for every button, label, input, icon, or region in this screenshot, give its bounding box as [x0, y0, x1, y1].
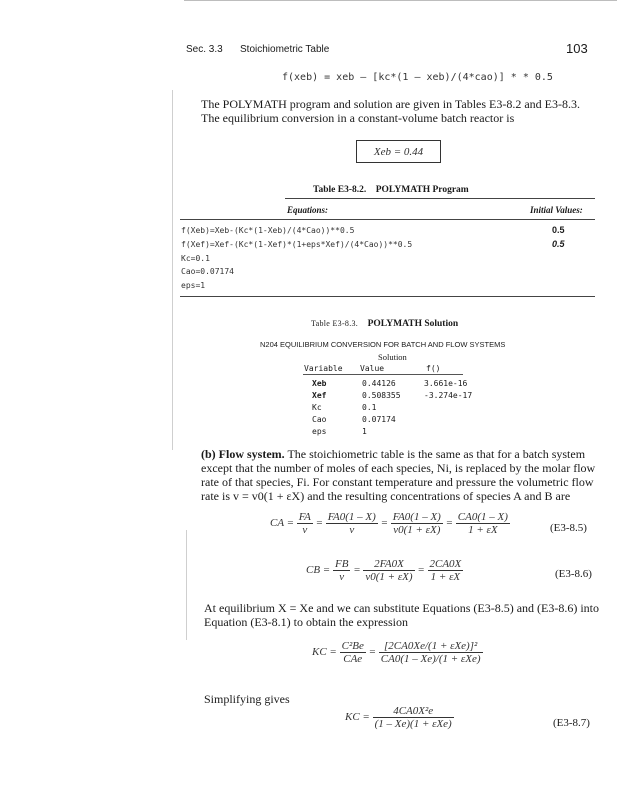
equation-e3-8-7: [345, 705, 454, 730]
table1-row-eq: Cao=0.07174: [181, 267, 234, 276]
paragraph-line: except that the number of moles of each species, Ni, is replaced by the molar flow: [201, 461, 596, 475]
equation-number: (E3-8.7): [553, 717, 590, 729]
table1-caption-label: Table E3-8.2.: [313, 185, 367, 195]
table1-caption-title: POLYMATH Program: [375, 185, 469, 195]
table2-caption-title: POLYMATH Solution: [367, 319, 459, 329]
fraction: $\frac{2FA0X}{v0(1 + \varepsilon X)}$: [365, 558, 413, 583]
paragraph-line: The equilibrium conversion in a constant-volume batch reactor is: [201, 111, 515, 125]
top-equation: f(xeb) = xeb – [kc*(1 – xeb)/(4*cao)] * * 0.5: [282, 72, 553, 83]
margin-bar: [186, 530, 187, 640]
table2-title: N204 EQUILIBRIUM CONVERSION FOR BATCH AND FLOW SYSTEMS: [260, 340, 506, 349]
table2-subtitle: Solution: [378, 352, 407, 362]
table1-row-init: 0.5: [552, 225, 565, 235]
eq7-lhs: KC =: [345, 711, 370, 724]
fraction: $\frac{\text{4CA0X²e}}{\text{(1 – Xe)(1 + εXe)}}$: [374, 705, 452, 730]
boxed-result: [356, 140, 441, 163]
table2-header-rule: [303, 374, 463, 375]
table1-row-eq: eps=1: [181, 281, 206, 290]
table2-row-fx: -3.274e-17: [424, 391, 473, 400]
top-rule: [184, 0, 617, 1]
table1-row-eq: f(Xeb)=Xeb-(Kc*(1-Xeb)/(4*Cao))**0.5: [181, 226, 355, 235]
table2-row-value: 1: [362, 427, 367, 436]
table2-row-fx: 3.661e-16: [424, 379, 468, 388]
margin-bar: [172, 90, 173, 450]
equation-kc: KC = $\frac{\text{C²Be}}{\text{CAe}}$ = $\frac{\text{[2CA0Xe/(1 + εXe)]²}}{\text{CA0(1 – Xe)/(1 + εXe)}}$: [312, 640, 481, 665]
equation-e3-8-6: CB = $\frac{FB}{v}$ = $\frac{2FA0X}{v0(1 + \varepsilon X)}$ = $\frac{2CA0X}{1 + \varepsilon X}$: [306, 558, 462, 583]
table2-row-var: Cao: [312, 415, 327, 424]
paragraph-line: At equilibrium X = Xe and we can substitute Equations (E3-8.5) and (E3-8.6) into: [204, 601, 600, 615]
table2-row-value: 0.1: [362, 403, 377, 412]
table2-row-value: 0.44126: [362, 379, 396, 388]
paragraph-line: Simplifying gives: [204, 692, 290, 706]
fraction: $\frac{\text{C²Be}}{\text{CAe}}$: [341, 640, 364, 665]
table1-caption: [313, 185, 469, 195]
table1-col-initial: Initial Values:: [530, 205, 583, 215]
table1-col-equations: Equations:: [287, 205, 329, 215]
table2-row-value: 0.508355: [362, 391, 401, 400]
table1-bottom-rule: [180, 296, 595, 297]
equation-number: (E3-8.6): [555, 568, 592, 580]
table2-row-var: Xeb: [312, 379, 327, 388]
flow-system-label: (b) Flow system.: [201, 447, 285, 461]
running-title: Stoichiometric Table: [240, 44, 330, 55]
table1-row-eq: f(Xef)=Xef-(Kc*(1-Xef)*(1+eps*Xef)/(4*Cao))**0.5: [181, 240, 413, 249]
table2-row-var: Kc: [312, 403, 322, 412]
paragraph-line: rate is v = v0(1 + εX) and the resulting concentrations of species A and B are: [201, 489, 571, 503]
table1-row-init: 0.5: [552, 239, 565, 249]
fraction: $\frac{FA0(1 - X)}{v0(1 + \varepsilon X)}$: [392, 511, 441, 536]
fraction: $\frac{CA0(1 - X)}{1 + \varepsilon X}$: [457, 511, 508, 536]
fraction: $\frac{FA0(1 - X)}{v}$: [327, 511, 376, 536]
table1-row-eq: Kc=0.1: [181, 254, 210, 263]
table2-caption: [311, 319, 458, 329]
table2-row-value: 0.07174: [362, 415, 396, 424]
kc-lhs: KC =: [312, 646, 337, 659]
paragraph-line: rate of that species, Fi. For constant temperature and pressure the volumetric flow: [201, 475, 594, 489]
table2-row-var: eps: [312, 427, 327, 436]
paragraph-text: The stoichiometric table is the same as that for a batch system: [287, 447, 586, 461]
table1-top-rule: [285, 198, 595, 199]
fraction: $\frac{\text{[2CA0Xe/(1 + εXe)]²}}{\text{CA0(1 – Xe)/(1 + εXe)}}$: [380, 640, 481, 665]
fraction: $\frac{FA}{v}$: [298, 511, 311, 536]
table2-col-variable: Variable: [304, 364, 343, 373]
table2-col-fx: f(): [426, 364, 441, 373]
paragraph-line: The POLYMATH program and solution are given in Tables E3-8.2 and E3-8.3.: [201, 97, 580, 111]
section-label: Sec. 3.3: [186, 44, 223, 55]
fraction: $\frac{2CA0X}{1 + \varepsilon X}$: [429, 558, 462, 583]
table2-caption-label: Table E3-8.3.: [311, 319, 359, 328]
paragraph-line: [201, 448, 585, 462]
equation-e3-8-5: CA = $\frac{FA}{v}$ = $\frac{FA0(1 - X)}{v}$ = $\frac{FA0(1 - X)}{v0(1 + \varepsilon X)}$ = $\frac{CA0(1 - X)}{1 + \varepsilon X}$: [270, 511, 508, 536]
table2-col-value: Value: [360, 364, 385, 373]
boxed-result-text: Xeb = 0.44: [373, 146, 424, 158]
table2-row-var: Xef: [312, 391, 327, 400]
eq5-lhs: CA =: [270, 517, 295, 530]
fraction: $\frac{FB}{v}$: [334, 558, 349, 583]
table1-header-rule: [180, 219, 595, 220]
paragraph-line: Equation (E3-8.1) to obtain the expression: [204, 615, 408, 629]
eq6-lhs: CB =: [306, 564, 331, 577]
equation-number: (E3-8.5): [550, 522, 587, 534]
page-number: 103: [566, 41, 588, 56]
